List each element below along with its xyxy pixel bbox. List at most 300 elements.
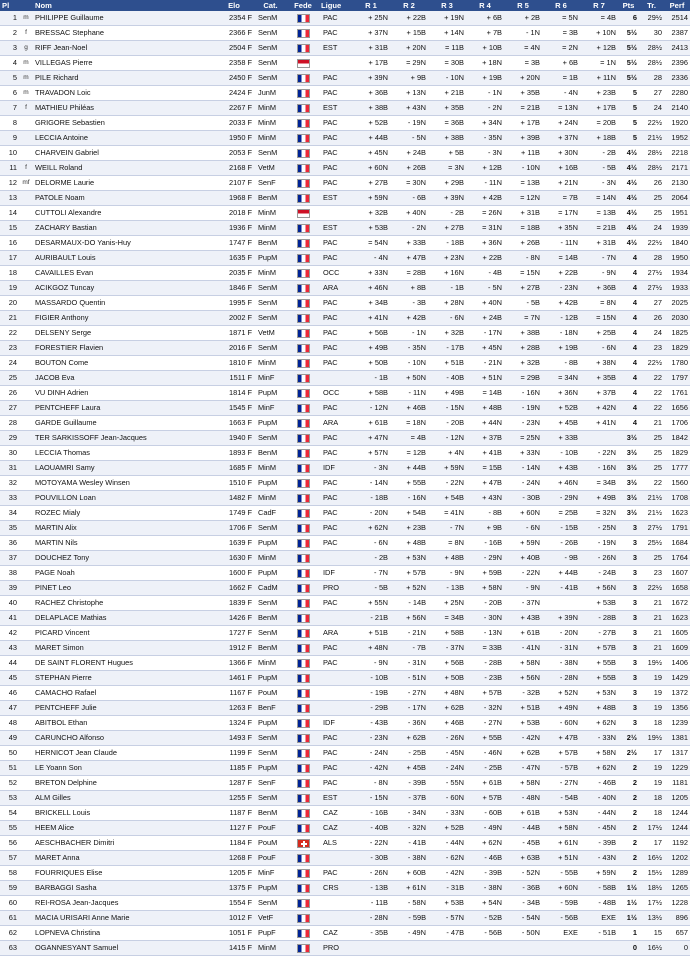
player-name-cell[interactable]: OGANNESYANT Samuel bbox=[33, 941, 214, 956]
france-flag-icon bbox=[297, 494, 310, 503]
header-round-2[interactable]: R 2 bbox=[390, 0, 428, 11]
round-4-cell: - 5N bbox=[466, 281, 504, 296]
player-name-cell[interactable]: TRAVADON Loic bbox=[33, 86, 214, 101]
player-name-cell[interactable]: GARDE Guillaume bbox=[33, 416, 214, 431]
player-name-cell[interactable]: DELAPLACE Mathias bbox=[33, 611, 214, 626]
header-round-7[interactable]: R 7 bbox=[580, 0, 618, 11]
player-name-cell[interactable]: LECCIA Thomas bbox=[33, 446, 214, 461]
round-1-cell: + 44B bbox=[352, 131, 390, 146]
rank-cell: 43 bbox=[0, 641, 19, 656]
points-cell: 2 bbox=[618, 836, 639, 851]
points-cell: 4½ bbox=[618, 146, 639, 161]
points-cell: 3 bbox=[618, 611, 639, 626]
round-7-cell: + 53N bbox=[580, 686, 618, 701]
elo-cell: 1268 F bbox=[214, 851, 254, 866]
category-cell: VetF bbox=[254, 911, 287, 926]
round-6-cell: + 16B bbox=[542, 161, 580, 176]
player-name-cell[interactable]: DELORME Laurie bbox=[33, 176, 214, 191]
performance-cell: 1791 bbox=[664, 521, 690, 536]
round-3-cell: = 36B bbox=[428, 116, 466, 131]
federation-cell bbox=[287, 26, 319, 41]
player-name-cell[interactable]: BRESSAC Stephane bbox=[33, 26, 214, 41]
tiebreak-cell: 22 bbox=[639, 401, 664, 416]
performance-cell: 1761 bbox=[664, 386, 690, 401]
round-7-cell: + 57B bbox=[580, 641, 618, 656]
tiebreak-cell: 24 bbox=[639, 101, 664, 116]
player-name-cell[interactable]: LE Yoann Son bbox=[33, 761, 214, 776]
round-1-cell: - 11B bbox=[352, 896, 390, 911]
round-1-cell: + 36B bbox=[352, 86, 390, 101]
points-cell: 3 bbox=[618, 686, 639, 701]
round-4-cell: - 11N bbox=[466, 176, 504, 191]
title-cell bbox=[19, 701, 33, 716]
elo-cell: 1510 F bbox=[214, 476, 254, 491]
federation-cell bbox=[287, 446, 319, 461]
round-7-cell: = 8N bbox=[580, 296, 618, 311]
category-cell: PupM bbox=[254, 716, 287, 731]
player-name-cell[interactable]: STEPHAN Pierre bbox=[33, 671, 214, 686]
elo-cell: 1747 F bbox=[214, 236, 254, 251]
header-pl[interactable]: Pl bbox=[0, 0, 19, 11]
round-2-cell: = 29N bbox=[390, 56, 428, 71]
player-name-cell[interactable]: PILE Richard bbox=[33, 71, 214, 86]
points-cell: 2½ bbox=[618, 731, 639, 746]
category-cell: SenM bbox=[254, 521, 287, 536]
rank-cell: 47 bbox=[0, 701, 19, 716]
league-cell bbox=[319, 896, 352, 911]
round-1-cell: - 7N bbox=[352, 566, 390, 581]
player-name-cell[interactable]: CAMACHO Rafael bbox=[33, 686, 214, 701]
points-cell: 3 bbox=[618, 701, 639, 716]
player-name-cell[interactable]: MATHIEU Philéas bbox=[33, 101, 214, 116]
round-1-cell: - 20N bbox=[352, 506, 390, 521]
round-3-cell: + 39N bbox=[428, 191, 466, 206]
player-name-cell[interactable]: PINET Leo bbox=[33, 581, 214, 596]
player-name-cell[interactable]: DE SAINT FLORENT Hugues bbox=[33, 656, 214, 671]
points-cell: 4 bbox=[618, 386, 639, 401]
round-6-cell: = 34N bbox=[542, 371, 580, 386]
round-2-cell: + 15B bbox=[390, 26, 428, 41]
round-1-cell: - 12N bbox=[352, 401, 390, 416]
france-flag-icon bbox=[297, 659, 310, 668]
round-4-cell: - 2N bbox=[466, 101, 504, 116]
round-6-cell: + 35N bbox=[542, 221, 580, 236]
player-name-cell[interactable]: PENTCHEFF Laura bbox=[33, 401, 214, 416]
round-7-cell: + 49B bbox=[580, 491, 618, 506]
rank-cell: 60 bbox=[0, 896, 19, 911]
points-cell: 4½ bbox=[618, 206, 639, 221]
rank-cell: 56 bbox=[0, 836, 19, 851]
round-3-cell: + 16N bbox=[428, 266, 466, 281]
header-round-5[interactable]: R 5 bbox=[504, 0, 542, 11]
player-name-cell[interactable]: VU DINH Adrien bbox=[33, 386, 214, 401]
player-name-cell[interactable]: ACIKGOZ Tuncay bbox=[33, 281, 214, 296]
player-name-cell[interactable]: JACOB Eva bbox=[33, 371, 214, 386]
player-name-cell[interactable]: ZACHARY Bastian bbox=[33, 221, 214, 236]
player-name-cell[interactable]: BRICKELL Louis bbox=[33, 806, 214, 821]
round-1-cell: - 5B bbox=[352, 581, 390, 596]
points-cell: 1½ bbox=[618, 896, 639, 911]
federation-cell bbox=[287, 611, 319, 626]
player-name-cell[interactable]: LAOUAMRI Samy bbox=[33, 461, 214, 476]
france-flag-icon bbox=[297, 584, 310, 593]
table-row bbox=[0, 296, 690, 311]
round-6-cell: - 59B bbox=[542, 896, 580, 911]
player-name-cell[interactable]: RACHEZ Christophe bbox=[33, 596, 214, 611]
performance-cell: 1672 bbox=[664, 596, 690, 611]
player-name-cell[interactable]: FOURRIQUES Elise bbox=[33, 866, 214, 881]
player-name-cell[interactable]: RIFF Jean-Noel bbox=[33, 41, 214, 56]
player-name-cell[interactable]: DOUCHEZ Tony bbox=[33, 551, 214, 566]
round-6-cell: - 41B bbox=[542, 581, 580, 596]
round-5-cell: + 58N bbox=[504, 656, 542, 671]
player-name-cell[interactable]: PATOLE Noam bbox=[33, 191, 214, 206]
round-4-cell: + 18N bbox=[466, 56, 504, 71]
federation-cell bbox=[287, 926, 319, 941]
tiebreak-cell: 22½ bbox=[639, 581, 664, 596]
round-7-cell: + 55B bbox=[580, 656, 618, 671]
rank-cell: 20 bbox=[0, 296, 19, 311]
round-4-cell: - 49N bbox=[466, 821, 504, 836]
points-cell: 3 bbox=[618, 596, 639, 611]
round-2-cell: + 47B bbox=[390, 251, 428, 266]
header-perf[interactable]: Perf bbox=[664, 0, 690, 11]
title-cell bbox=[19, 686, 33, 701]
round-3-cell: + 32B bbox=[428, 326, 466, 341]
france-flag-icon bbox=[297, 944, 310, 953]
round-2-cell: - 16N bbox=[390, 491, 428, 506]
points-cell: 3 bbox=[618, 671, 639, 686]
category-cell: MinM bbox=[254, 491, 287, 506]
title-cell bbox=[19, 311, 33, 326]
player-name-cell[interactable]: LECCIA Antoine bbox=[33, 131, 214, 146]
title-cell bbox=[19, 866, 33, 881]
player-name-cell[interactable]: CARUNCHO Alfonso bbox=[33, 731, 214, 746]
category-cell: PupF bbox=[254, 926, 287, 941]
elo-cell: 1461 F bbox=[214, 671, 254, 686]
round-2-cell: + 23B bbox=[390, 521, 428, 536]
round-7-cell: = 13B bbox=[580, 206, 618, 221]
round-2-cell: + 24B bbox=[390, 146, 428, 161]
performance-cell: 1202 bbox=[664, 851, 690, 866]
player-name-cell[interactable]: PHILIPPE Guillaume bbox=[33, 11, 214, 26]
elo-cell: 1968 F bbox=[214, 191, 254, 206]
player-name-cell[interactable]: BOUTON Come bbox=[33, 356, 214, 371]
table-row bbox=[0, 86, 690, 101]
round-4-cell: + 41B bbox=[466, 446, 504, 461]
tiebreak-cell: 18 bbox=[639, 806, 664, 821]
round-7-cell: + 35B bbox=[580, 371, 618, 386]
table-row bbox=[0, 806, 690, 821]
player-name-cell[interactable]: TER SARKISSOFF Jean-Jacques bbox=[33, 431, 214, 446]
player-name-cell[interactable]: MARET Simon bbox=[33, 641, 214, 656]
performance-cell: 1950 bbox=[664, 251, 690, 266]
category-cell: MinM bbox=[254, 551, 287, 566]
table-row bbox=[0, 866, 690, 881]
player-name-cell[interactable]: MARET Anna bbox=[33, 851, 214, 866]
round-3-cell: + 52B bbox=[428, 821, 466, 836]
table-body bbox=[0, 11, 690, 956]
round-6-cell: - 27N bbox=[542, 776, 580, 791]
performance-cell: 1429 bbox=[664, 671, 690, 686]
round-3-cell: + 35B bbox=[428, 101, 466, 116]
round-5-cell: + 27B bbox=[504, 281, 542, 296]
rank-cell: 52 bbox=[0, 776, 19, 791]
player-name-cell[interactable]: MARTIN Alix bbox=[33, 521, 214, 536]
elo-cell: 1846 F bbox=[214, 281, 254, 296]
player-name-cell[interactable]: REI-ROSA Jean-Jacques bbox=[33, 896, 214, 911]
round-4-cell: - 27N bbox=[466, 716, 504, 731]
player-name-cell[interactable]: MOTOYAMA Wesley Winsen bbox=[33, 476, 214, 491]
elo-cell: 2053 F bbox=[214, 146, 254, 161]
player-name-cell[interactable]: PICARD Vincent bbox=[33, 626, 214, 641]
player-name-cell[interactable]: PAGE Noah bbox=[33, 566, 214, 581]
player-name-cell[interactable]: LOPNEVA Christina bbox=[33, 926, 214, 941]
performance-cell: 1289 bbox=[664, 866, 690, 881]
round-3-cell: - 31B bbox=[428, 881, 466, 896]
round-2-cell: - 58N bbox=[390, 896, 428, 911]
performance-cell: 2030 bbox=[664, 311, 690, 326]
player-name-cell[interactable]: AURIBAULT Louis bbox=[33, 251, 214, 266]
category-cell: PupM bbox=[254, 881, 287, 896]
round-7-cell: + 23B bbox=[580, 86, 618, 101]
federation-cell bbox=[287, 56, 319, 71]
france-flag-icon bbox=[297, 929, 310, 938]
player-name-cell[interactable]: BARBAGGI Sasha bbox=[33, 881, 214, 896]
rank-cell: 41 bbox=[0, 611, 19, 626]
rank-cell: 17 bbox=[0, 251, 19, 266]
round-6-cell: - 18N bbox=[542, 326, 580, 341]
points-cell: 3 bbox=[618, 581, 639, 596]
player-name-cell[interactable]: CAVAILLES Evan bbox=[33, 266, 214, 281]
league-cell: CAZ bbox=[319, 806, 352, 821]
points-cell: 3 bbox=[618, 521, 639, 536]
rank-cell: 26 bbox=[0, 386, 19, 401]
player-name-cell[interactable]: DELSENY Serge bbox=[33, 326, 214, 341]
player-name-cell[interactable]: MASSARDO Quentin bbox=[33, 296, 214, 311]
round-2-cell: + 33B bbox=[390, 236, 428, 251]
performance-cell: 1317 bbox=[664, 746, 690, 761]
title-cell bbox=[19, 236, 33, 251]
title-cell bbox=[19, 911, 33, 926]
round-3-cell: + 54B bbox=[428, 491, 466, 506]
round-5-cell: + 28B bbox=[504, 341, 542, 356]
player-name-cell[interactable]: HERNICOT Jean Claude bbox=[33, 746, 214, 761]
round-4-cell: + 54N bbox=[466, 896, 504, 911]
elo-cell: 1600 F bbox=[214, 566, 254, 581]
round-7-cell: - 25N bbox=[580, 521, 618, 536]
federation-cell bbox=[287, 806, 319, 821]
rank-cell: 55 bbox=[0, 821, 19, 836]
league-cell: ARA bbox=[319, 416, 352, 431]
header-round-3[interactable]: R 3 bbox=[428, 0, 466, 11]
title-cell bbox=[19, 191, 33, 206]
round-5-cell: - 9N bbox=[504, 581, 542, 596]
rank-cell: 27 bbox=[0, 401, 19, 416]
title-cell bbox=[19, 881, 33, 896]
round-7-cell: + 59N bbox=[580, 866, 618, 881]
points-cell: 3 bbox=[618, 716, 639, 731]
round-2-cell: + 42B bbox=[390, 311, 428, 326]
title-cell bbox=[19, 536, 33, 551]
league-cell: PAC bbox=[319, 161, 352, 176]
title-cell bbox=[19, 146, 33, 161]
round-5-cell: - 48N bbox=[504, 791, 542, 806]
title-cell bbox=[19, 641, 33, 656]
player-name-cell[interactable]: POUVILLON Loan bbox=[33, 491, 214, 506]
round-6-cell: + 33B bbox=[542, 431, 580, 446]
round-6-cell: - 28N bbox=[542, 671, 580, 686]
category-cell: BenF bbox=[254, 701, 287, 716]
round-6-cell: + 39N bbox=[542, 611, 580, 626]
france-flag-icon bbox=[297, 329, 310, 338]
title-cell bbox=[19, 356, 33, 371]
category-cell: BenM bbox=[254, 446, 287, 461]
category-cell: MinM bbox=[254, 356, 287, 371]
points-cell: 5 bbox=[618, 116, 639, 131]
round-3-cell: - 15N bbox=[428, 401, 466, 416]
category-cell: MinM bbox=[254, 656, 287, 671]
france-flag-icon bbox=[297, 14, 310, 23]
header-nom[interactable]: Nom bbox=[33, 0, 214, 11]
player-name-cell[interactable]: GRIGORE Sebastien bbox=[33, 116, 214, 131]
category-cell: PouM bbox=[254, 836, 287, 851]
federation-cell bbox=[287, 716, 319, 731]
table-row bbox=[0, 911, 690, 926]
round-4-cell: - 17N bbox=[466, 326, 504, 341]
league-cell: PAC bbox=[319, 536, 352, 551]
player-name-cell[interactable]: CHARVEIN Gabriel bbox=[33, 146, 214, 161]
league-cell: EST bbox=[319, 101, 352, 116]
round-3-cell: - 1B bbox=[428, 281, 466, 296]
player-name-cell[interactable]: FIGIER Anthony bbox=[33, 311, 214, 326]
round-3-cell: = 34B bbox=[428, 611, 466, 626]
header-cat[interactable]: Cat. bbox=[254, 0, 287, 11]
header-ligue[interactable]: Ligue bbox=[319, 0, 352, 11]
round-7-cell: + 41N bbox=[580, 416, 618, 431]
table-row bbox=[0, 176, 690, 191]
elo-cell: 1912 F bbox=[214, 641, 254, 656]
player-name-cell[interactable]: MACIA URISARI Anne Marie bbox=[33, 911, 214, 926]
header-round-6[interactable]: R 6 bbox=[542, 0, 580, 11]
france-flag-icon bbox=[297, 44, 310, 53]
category-cell: VetM bbox=[254, 326, 287, 341]
round-5-cell: + 39B bbox=[504, 131, 542, 146]
round-1-cell: - 23N bbox=[352, 731, 390, 746]
france-flag-icon bbox=[297, 509, 310, 518]
player-name-cell[interactable]: BRETON Delphine bbox=[33, 776, 214, 791]
federation-cell bbox=[287, 401, 319, 416]
round-3-cell: - 37N bbox=[428, 641, 466, 656]
tiebreak-cell: 24 bbox=[639, 221, 664, 236]
round-7-cell: - 48B bbox=[580, 896, 618, 911]
round-4-cell: - 30N bbox=[466, 611, 504, 626]
table-row bbox=[0, 326, 690, 341]
league-cell: ALS bbox=[319, 836, 352, 851]
rank-cell: 3 bbox=[0, 41, 19, 56]
player-name-cell[interactable]: WEILL Roland bbox=[33, 161, 214, 176]
round-7-cell: + 25B bbox=[580, 326, 618, 341]
header-round-1[interactable]: R 1 bbox=[352, 0, 390, 11]
title-cell bbox=[19, 461, 33, 476]
federation-cell bbox=[287, 461, 319, 476]
header-fede[interactable]: Fede bbox=[287, 0, 319, 11]
federation-cell bbox=[287, 476, 319, 491]
round-1-cell: - 15N bbox=[352, 791, 390, 806]
player-name-cell[interactable]: MARTIN Nils bbox=[33, 536, 214, 551]
performance-cell: 1920 bbox=[664, 116, 690, 131]
player-name-cell[interactable]: FORESTIER Flavien bbox=[33, 341, 214, 356]
france-flag-icon bbox=[297, 74, 310, 83]
elo-cell: 1749 F bbox=[214, 506, 254, 521]
elo-cell: 2366 F bbox=[214, 26, 254, 41]
table-row bbox=[0, 791, 690, 806]
federation-cell bbox=[287, 416, 319, 431]
performance-cell: 1609 bbox=[664, 641, 690, 656]
tiebreak-cell: 25 bbox=[639, 191, 664, 206]
table-row bbox=[0, 371, 690, 386]
table-row bbox=[0, 281, 690, 296]
header-round-4[interactable]: R 4 bbox=[466, 0, 504, 11]
round-4-cell: - 60B bbox=[466, 806, 504, 821]
category-cell: CadM bbox=[254, 581, 287, 596]
player-name-cell[interactable]: DESARMAUX-DO Yanis-Huy bbox=[33, 236, 214, 251]
league-cell: PAC bbox=[319, 521, 352, 536]
round-4-cell: - 56B bbox=[466, 926, 504, 941]
points-cell: 4½ bbox=[618, 236, 639, 251]
player-name-cell[interactable]: ROZEC Mialy bbox=[33, 506, 214, 521]
player-name-cell[interactable]: PENTCHEFF Julie bbox=[33, 701, 214, 716]
round-7-cell: - 6N bbox=[580, 341, 618, 356]
player-name-cell[interactable]: CUTTOLI Alexandre bbox=[33, 206, 214, 221]
federation-cell bbox=[287, 761, 319, 776]
rank-cell: 48 bbox=[0, 716, 19, 731]
player-name-cell[interactable]: HEEM Alice bbox=[33, 821, 214, 836]
header-pts[interactable]: Pts bbox=[618, 0, 639, 11]
rank-cell: 40 bbox=[0, 596, 19, 611]
round-4-cell: + 6B bbox=[466, 11, 504, 26]
federation-cell bbox=[287, 731, 319, 746]
federation-cell bbox=[287, 851, 319, 866]
round-5-cell: - 44B bbox=[504, 821, 542, 836]
rank-cell: 42 bbox=[0, 626, 19, 641]
player-name-cell[interactable]: VILLEGAS Pierre bbox=[33, 56, 214, 71]
tiebreak-cell: 28½ bbox=[639, 146, 664, 161]
table-row bbox=[0, 581, 690, 596]
player-name-cell[interactable]: ALM Gilles bbox=[33, 791, 214, 806]
elo-cell: 1814 F bbox=[214, 386, 254, 401]
player-name-cell[interactable]: ABITBOL Ethan bbox=[33, 716, 214, 731]
table-row bbox=[0, 356, 690, 371]
player-name-cell[interactable]: AESCHBACHER Dimitri bbox=[33, 836, 214, 851]
round-5-cell: + 20N bbox=[504, 71, 542, 86]
tiebreak-cell: 15 bbox=[639, 926, 664, 941]
round-3-cell: - 45N bbox=[428, 746, 466, 761]
federation-cell bbox=[287, 326, 319, 341]
round-1-cell: - 6N bbox=[352, 536, 390, 551]
rank-cell: 24 bbox=[0, 356, 19, 371]
performance-cell: 1939 bbox=[664, 221, 690, 236]
elo-cell: 1639 F bbox=[214, 536, 254, 551]
france-flag-icon bbox=[297, 449, 310, 458]
header-elo[interactable]: Elo bbox=[214, 0, 254, 11]
round-7-cell: = 32N bbox=[580, 506, 618, 521]
category-cell: PupM bbox=[254, 476, 287, 491]
header-tr[interactable]: Tr. bbox=[639, 0, 664, 11]
elo-cell: 1936 F bbox=[214, 221, 254, 236]
round-1-cell: - 4N bbox=[352, 251, 390, 266]
round-1-cell: - 2B bbox=[352, 551, 390, 566]
